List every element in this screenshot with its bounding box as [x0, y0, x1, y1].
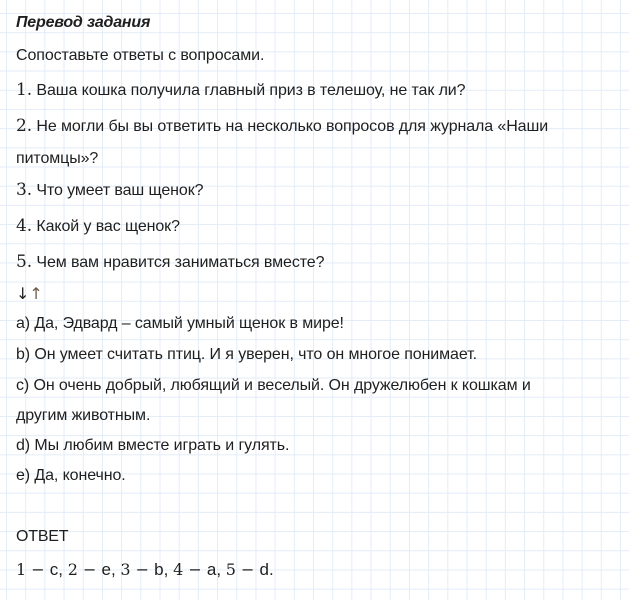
answer-heading: ОТВЕТ: [16, 528, 69, 545]
answer-pair-1: 1 − c,: [16, 560, 68, 579]
question-text: Ваша кошка получила главный приз в телешоу, не так ли?: [32, 82, 466, 99]
question-number: 5.: [16, 252, 33, 272]
question-text: Какой у вас щенок?: [32, 218, 180, 235]
arrow-up-icon: ↑: [29, 284, 43, 303]
option-e: e) Да, конечно.: [16, 467, 126, 484]
question-number: 1.: [16, 80, 33, 100]
instruction-text: Сопоставьте ответы с вопросами.: [16, 47, 265, 64]
question-1: [16, 80, 465, 101]
option-d: d) Мы любим вместе играть и гулять.: [16, 437, 290, 454]
answer-line: [16, 560, 274, 580]
answer-pair-5: 5 − d.: [225, 560, 274, 579]
question-number: 4.: [16, 216, 33, 236]
question-4: [16, 216, 180, 237]
question-number: 2.: [16, 116, 33, 136]
question-number: 3.: [16, 180, 33, 200]
question-5: [16, 252, 324, 273]
answer-pair-4: 4 − a,: [173, 560, 226, 579]
question-text: Чем вам нравится заниматься вместе?: [32, 254, 325, 271]
question-2-continuation: питомцы»?: [16, 150, 99, 167]
arrow-down-icon: ↓: [16, 284, 30, 303]
option-c: c) Он очень добрый, любящий и веселый. Он дружелюбен к кошкам и: [16, 377, 531, 394]
match-arrows: [16, 284, 43, 304]
option-c-continuation: другим животным.: [16, 407, 151, 424]
answer-pair-3: 3 − b,: [120, 560, 174, 579]
question-text: Что умеет ваш щенок?: [32, 182, 204, 199]
section-title: Перевод задания: [16, 14, 151, 31]
option-b: b) Он умеет считать птиц. И я уверен, что он многое понимает.: [16, 346, 477, 363]
question-3: [16, 180, 203, 201]
option-a: a) Да, Эдвард – самый умный щенок в мире!: [16, 315, 344, 332]
question-2: [16, 116, 548, 137]
question-text: Не могли бы вы ответить на несколько вопросов для журнала «Наши: [32, 118, 549, 135]
answer-pair-2: 2 − e,: [67, 560, 121, 579]
